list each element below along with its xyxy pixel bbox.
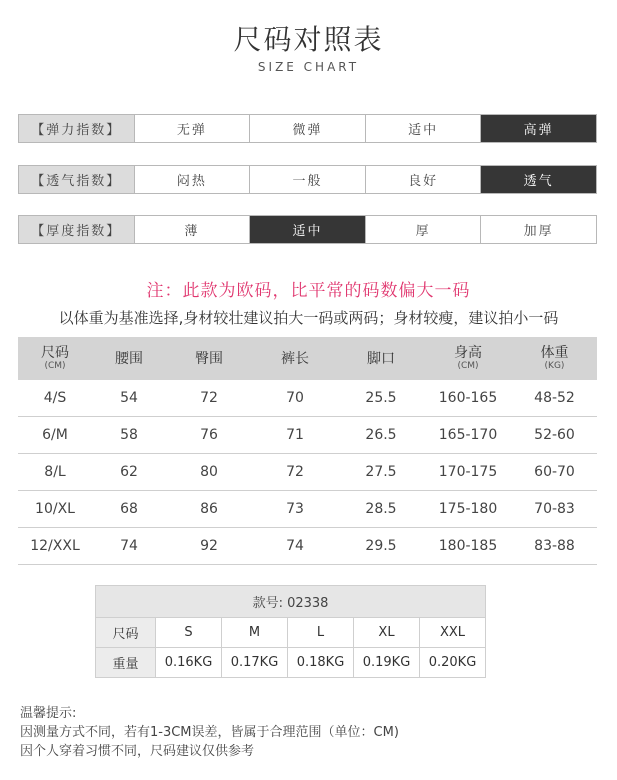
table-row (18, 380, 597, 417)
index-option: 良好 (365, 166, 481, 193)
table-cell: 72 (166, 380, 252, 417)
table-cell: 0.16KG (156, 648, 222, 678)
index-option: 一般 (249, 166, 365, 193)
table-cell: 92 (166, 528, 252, 565)
table-cell: XL (354, 618, 420, 648)
table-cell: 10/XL (18, 491, 92, 528)
index-option: 无弹 (134, 115, 250, 142)
table-row (96, 618, 486, 648)
index-option: 适中 (365, 115, 481, 142)
header-hip: 臀围 (166, 337, 252, 380)
table-cell: 68 (92, 491, 166, 528)
index-label: 【弹力指数】 (19, 115, 134, 142)
index-option: 薄 (134, 216, 250, 243)
table-cell: S (156, 618, 222, 648)
index-option: 微弹 (249, 115, 365, 142)
table-row (18, 417, 597, 454)
table-cell: 72 (252, 454, 338, 491)
table-cell: 26.5 (338, 417, 424, 454)
tips-title: 温馨提示: (20, 706, 77, 721)
table-cell: 160-165 (424, 380, 512, 417)
table-cell: 74 (92, 528, 166, 565)
table-cell: 54 (92, 380, 166, 417)
table-cell: 80 (166, 454, 252, 491)
table-cell: 70-83 (512, 491, 597, 528)
table-cell: 0.18KG (288, 648, 354, 678)
elasticity-index (18, 114, 597, 143)
table-cell: 12/XXL (18, 528, 92, 565)
sizing-advice: 以体重为基准选择,身材较壮建议拍大一码或两码；身材较瘦，建议拍小一码 (58, 309, 559, 327)
table-cell: 71 (252, 417, 338, 454)
table-cell: 170-175 (424, 454, 512, 491)
table-cell: 27.5 (338, 454, 424, 491)
header-waist: 腰围 (92, 337, 166, 380)
table-cell: 28.5 (338, 491, 424, 528)
index-option: 透气 (480, 166, 596, 193)
size-row-label: 尺码 (96, 618, 156, 648)
header-weight: 体重 (KG) (512, 337, 597, 380)
header-size: 尺码 (CM) (18, 337, 92, 380)
page-title: 尺码对照表 (233, 23, 384, 56)
table-cell: 62 (92, 454, 166, 491)
table-cell: 83-88 (512, 528, 597, 565)
table-row (96, 648, 486, 678)
table-cell: 52-60 (512, 417, 597, 454)
index-option: 适中 (249, 216, 365, 243)
index-option: 加厚 (480, 216, 596, 243)
table-cell: 0.17KG (222, 648, 288, 678)
table-cell: 86 (166, 491, 252, 528)
table-cell: 60-70 (512, 454, 597, 491)
table-cell: 76 (166, 417, 252, 454)
index-label: 【厚度指数】 (19, 216, 134, 243)
table-cell: L (288, 618, 354, 648)
breathability-index (18, 165, 597, 194)
index-label: 【透气指数】 (19, 166, 134, 193)
table-cell: 8/L (18, 454, 92, 491)
weight-row-label: 重量 (96, 648, 156, 678)
table-cell: 25.5 (338, 380, 424, 417)
model-number: 款号: 02338 (96, 586, 486, 618)
sizing-notice: 注：此款为欧码，比平常的码数偏大一码 (146, 281, 471, 301)
index-option: 厚 (365, 216, 481, 243)
table-cell: 0.20KG (420, 648, 486, 678)
table-row (18, 528, 597, 565)
table-cell: 70 (252, 380, 338, 417)
table-cell: 58 (92, 417, 166, 454)
weight-table (95, 585, 486, 678)
size-table-header (18, 337, 597, 380)
size-table (18, 337, 597, 565)
table-row (18, 491, 597, 528)
index-option: 闷热 (134, 166, 250, 193)
index-option: 高弹 (480, 115, 596, 142)
tips-line: 因测量方式不同，若有1-3CM误差，皆属于合理范围（单位：CM) (20, 725, 399, 740)
table-cell: 48-52 (512, 380, 597, 417)
table-cell: 73 (252, 491, 338, 528)
table-cell: 0.19KG (354, 648, 420, 678)
table-row (18, 454, 597, 491)
tips-line: 因个人穿着习惯不同，尺码建议仅供参考 (20, 744, 255, 759)
model-row (96, 586, 486, 618)
table-cell: 29.5 (338, 528, 424, 565)
table-cell: 6/M (18, 417, 92, 454)
header-length: 裤长 (252, 337, 338, 380)
page-subtitle: SIZE CHART (257, 60, 360, 74)
table-cell: M (222, 618, 288, 648)
tips (20, 704, 600, 761)
thickness-index (18, 215, 597, 244)
table-cell: 74 (252, 528, 338, 565)
header-height: 身高 (CM) (424, 337, 512, 380)
table-cell: XXL (420, 618, 486, 648)
table-cell: 175-180 (424, 491, 512, 528)
table-cell: 180-185 (424, 528, 512, 565)
table-cell: 4/S (18, 380, 92, 417)
table-cell: 165-170 (424, 417, 512, 454)
header-leg-opening: 脚口 (338, 337, 424, 380)
